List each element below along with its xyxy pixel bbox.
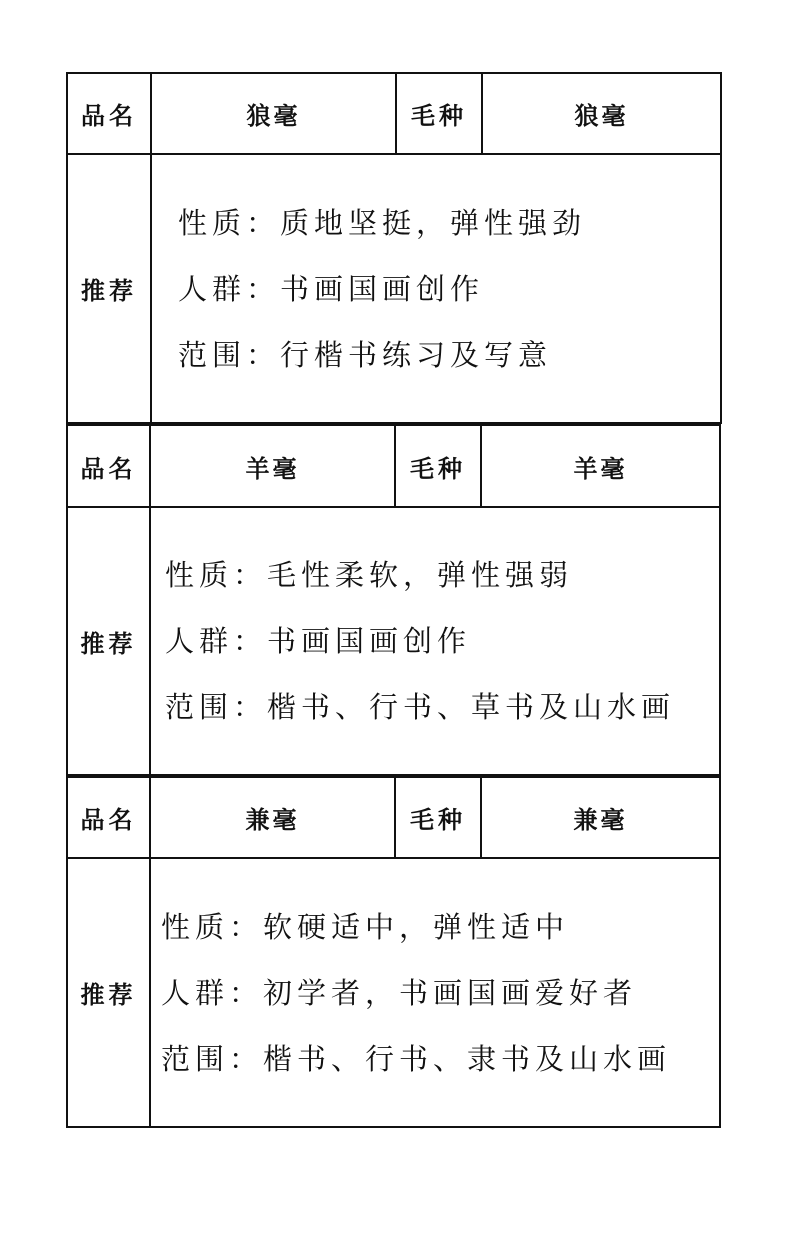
audience-value: 书画国画创作 bbox=[280, 271, 485, 306]
audience-line bbox=[178, 256, 720, 322]
hair-type-value: 狼毫 bbox=[482, 73, 721, 154]
scope-key: 范围： bbox=[161, 1041, 264, 1076]
audience-key: 人群： bbox=[178, 271, 281, 306]
property-line bbox=[165, 542, 719, 608]
recommend-label: 推荐 bbox=[67, 154, 151, 423]
audience-key: 人群： bbox=[161, 975, 264, 1010]
property-line bbox=[178, 190, 720, 256]
product-name-label: 品名 bbox=[67, 425, 150, 507]
recommend-details bbox=[150, 858, 720, 1127]
audience-value: 书画国画创作 bbox=[267, 624, 472, 658]
hair-type-label: 毛种 bbox=[396, 73, 482, 154]
scope-line bbox=[165, 674, 719, 740]
scope-key: 范围： bbox=[178, 337, 281, 372]
scope-value: 楷书、行书、隶书及山水画 bbox=[263, 1041, 672, 1076]
brush-table-mixed bbox=[66, 776, 721, 1128]
property-value: 毛性柔软，弹性强弱 bbox=[267, 558, 574, 592]
brush-table-goat bbox=[66, 424, 721, 776]
product-name-value: 兼毫 bbox=[150, 777, 395, 858]
property-key: 性质： bbox=[165, 558, 268, 592]
scope-value: 楷书、行书、草书及山水画 bbox=[267, 690, 676, 724]
hair-type-label: 毛种 bbox=[395, 425, 481, 507]
hair-type-label: 毛种 bbox=[395, 777, 481, 858]
recommend-label: 推荐 bbox=[67, 507, 150, 775]
property-line bbox=[161, 894, 719, 960]
hair-type-value: 兼毫 bbox=[481, 777, 720, 858]
property-value: 质地坚挺，弹性强劲 bbox=[280, 205, 587, 240]
property-key: 性质： bbox=[161, 909, 264, 944]
recommend-details bbox=[150, 507, 720, 775]
product-name-value: 狼毫 bbox=[151, 73, 396, 154]
audience-line bbox=[161, 960, 719, 1026]
scope-value: 行楷书练习及写意 bbox=[280, 337, 553, 372]
recommend-details bbox=[151, 154, 721, 423]
audience-key: 人群： bbox=[165, 624, 268, 658]
scope-line bbox=[178, 322, 720, 388]
product-name-label: 品名 bbox=[67, 73, 151, 154]
product-name-label: 品名 bbox=[67, 777, 150, 858]
property-key: 性质： bbox=[178, 205, 281, 240]
hair-type-value: 羊毫 bbox=[481, 425, 720, 507]
audience-value: 初学者，书画国画爱好者 bbox=[263, 975, 638, 1010]
brush-table-wolf bbox=[66, 72, 722, 424]
audience-line bbox=[165, 608, 719, 674]
product-name-value: 羊毫 bbox=[150, 425, 395, 507]
scope-line bbox=[161, 1026, 719, 1092]
scope-key: 范围： bbox=[165, 690, 268, 724]
property-value: 软硬适中，弹性适中 bbox=[263, 909, 570, 944]
recommend-label: 推荐 bbox=[67, 858, 150, 1127]
